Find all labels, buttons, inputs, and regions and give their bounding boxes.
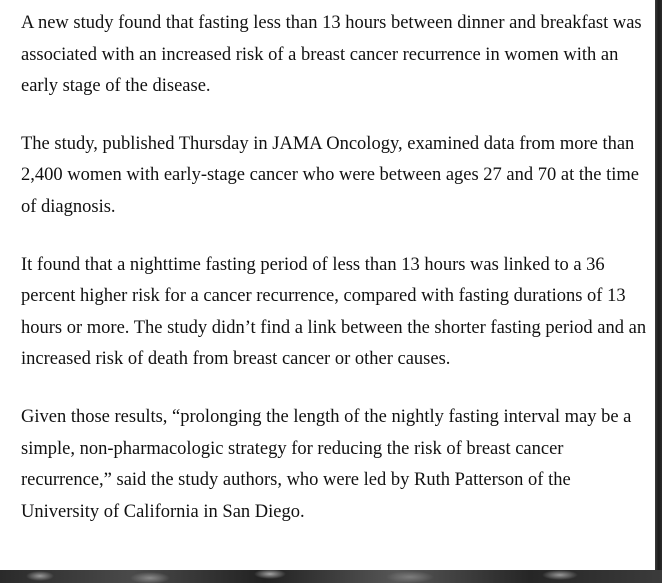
paragraph-3: It found that a nighttime fasting period of less than 13 hours was linked to a 36 percent higher risk for a cancer recurrence, compared with fasting durations of 13 hours or more. The study didn’t find a link between the shorter fasting period and an increased risk of death from breast cancer or other causes. xyxy=(21,254,647,370)
paragraph-1: A new study found that fasting less than 13 hours between dinner and breakfast was associated with an increased risk of a breast cancer recurrence in women with an early stage of the disease. xyxy=(21,13,642,97)
paragraph-2: The study, published Thursday in JAMA Oncology, examined data from more than 2,400 women with early-stage cancer who were between ages 27 and 70 at the time of diagnosis. xyxy=(21,133,639,217)
article-text xyxy=(21,8,651,554)
dark-side-strip xyxy=(655,0,662,570)
bottom-image-strip xyxy=(0,570,662,583)
paragraph-4: Given those results, “prolonging the length of the nightly fasting interval may be a simple, non-pharmacologic strategy for reducing the risk of breast cancer recurrence,” said the study authors, who were led by Ruth Patterson of the University of California in San Diego. xyxy=(21,406,632,522)
